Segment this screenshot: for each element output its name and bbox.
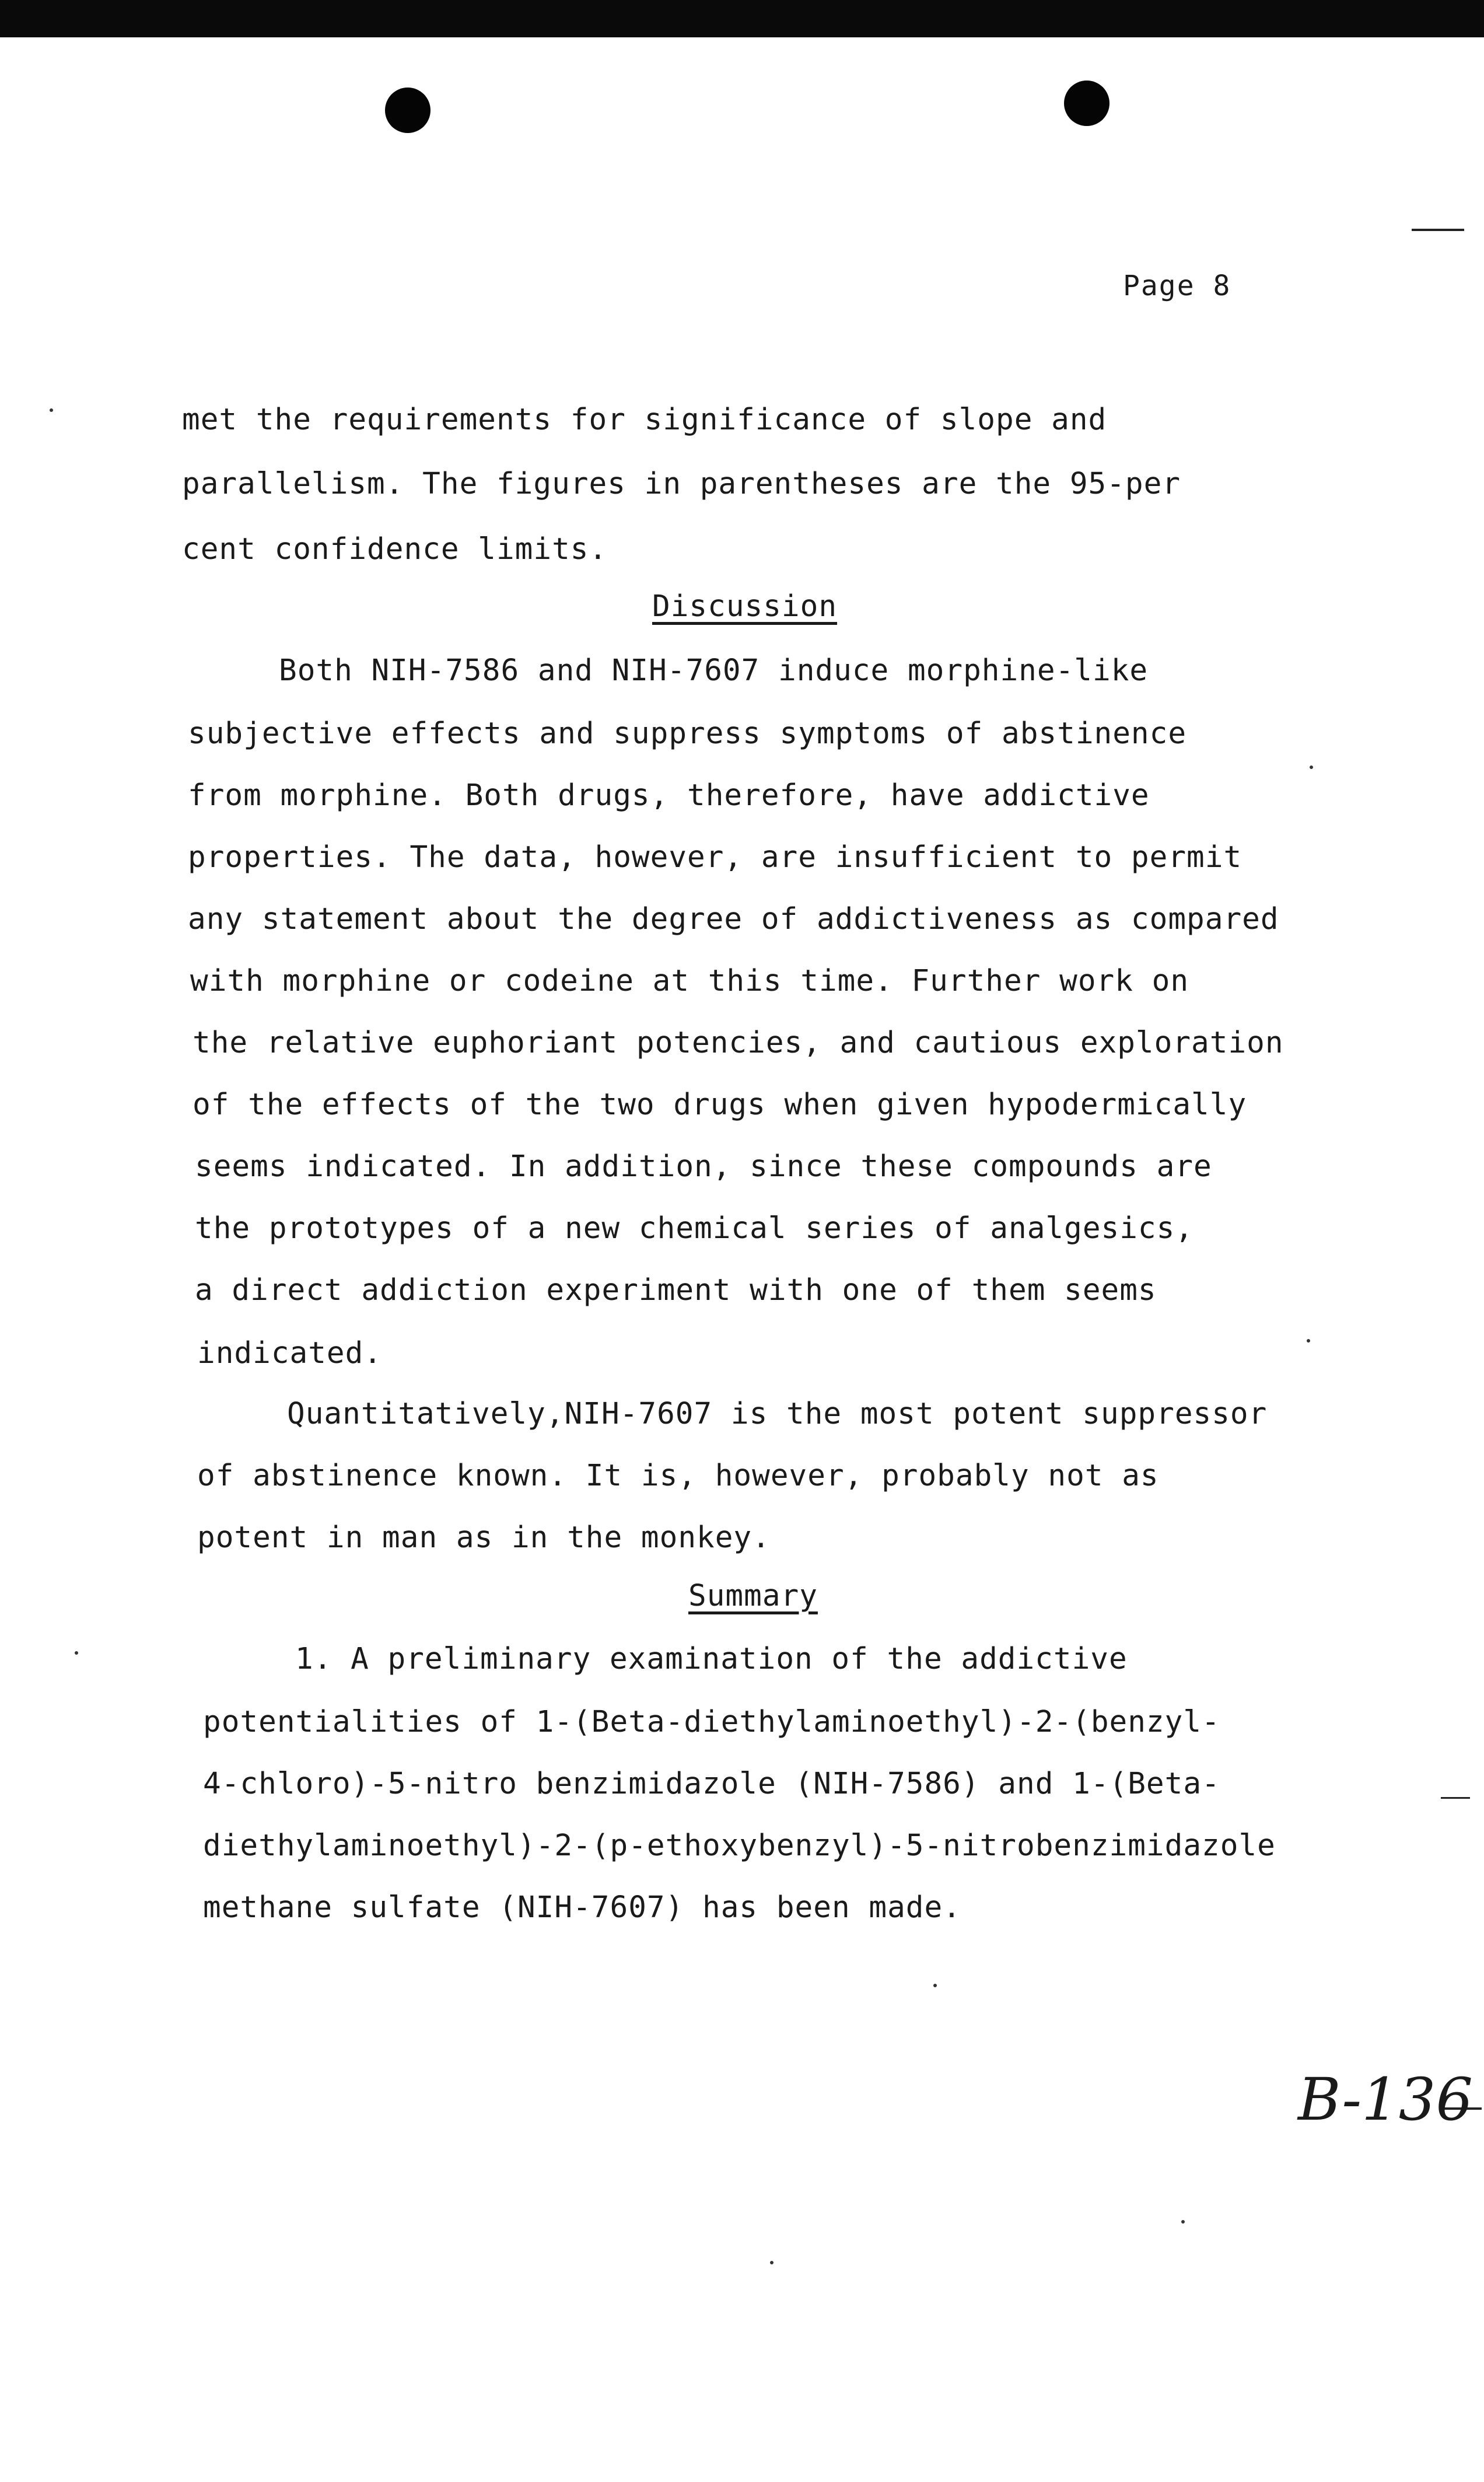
scan-speck — [1307, 1339, 1310, 1343]
scan-speck — [1310, 765, 1313, 769]
punch-hole-left — [385, 88, 430, 133]
scan-speck — [933, 1984, 937, 1987]
page-number: Page 8 — [1123, 270, 1231, 302]
discussion-line-9: seems indicated. In addition, since these compounds are — [195, 1149, 1212, 1184]
summary-heading: Summary — [688, 1579, 818, 1613]
intro-line-1: met the requirements for significance of slope and — [182, 403, 1107, 437]
edge-mark-top — [1412, 229, 1464, 231]
discussion-line-7: the relative euphoriant potencies, and cautious exploration — [192, 1026, 1284, 1060]
discussion-line-3: from morphine. Both drugs, therefore, have addictive — [188, 778, 1150, 813]
discussion-line-6: with morphine or codeine at this time. Further work on — [190, 964, 1189, 998]
discussion-line-11: a direct addiction experiment with one of them seems — [195, 1273, 1157, 1308]
intro-line-3: cent confidence limits. — [182, 532, 608, 567]
discussion-line-4: properties. The data, however, are insufficient to permit — [188, 840, 1242, 875]
discussion-line-15: potent in man as in the monkey. — [197, 1520, 771, 1555]
summary-line-4: diethylaminoethyl)-2-(p-ethoxybenzyl)-5-nitrobenzimidazole — [203, 1829, 1276, 1863]
summary-line-5: methane sulfate (NIH-7607) has been made. — [203, 1890, 961, 1925]
discussion-line-1: Both NIH-7586 and NIH-7607 induce morphine-like — [279, 653, 1149, 688]
scan-speck — [1181, 2220, 1185, 2224]
edge-mark-mid — [1441, 1797, 1470, 1799]
punch-hole-right — [1064, 81, 1110, 126]
summary-line-1: 1. A preliminary examination of the addictive — [295, 1642, 1128, 1676]
scan-speck — [770, 2261, 774, 2264]
discussion-line-5: any statement about the degree of addictiveness as compared — [188, 902, 1279, 936]
handwritten-document-code: B-136 — [1298, 2065, 1473, 2134]
discussion-line-8: of the effects of the two drugs when given hypodermically — [192, 1088, 1247, 1122]
scan-speck — [50, 408, 53, 412]
intro-line-2: parallelism. The figures in parentheses are the 95-per — [182, 467, 1181, 501]
discussion-line-2: subjective effects and suppress symptoms of abstinence — [188, 716, 1187, 751]
summary-line-2: potentialities of 1-(Beta-diethylaminoethyl)-2-(benzyl- — [203, 1705, 1220, 1739]
scan-speck — [75, 1651, 78, 1655]
discussion-line-14: of abstinence known. It is, however, probably not as — [197, 1459, 1159, 1493]
summary-line-3: 4-chloro)-5-nitro benzimidazole (NIH-7586) and 1-(Beta- — [203, 1767, 1220, 1801]
discussion-heading: Discussion — [652, 589, 838, 624]
discussion-line-10: the prototypes of a new chemical series of analgesics, — [195, 1211, 1194, 1246]
discussion-line-13: Quantitatively,NIH-7607 is the most potent suppressor — [287, 1397, 1268, 1431]
scan-top-border — [0, 0, 1484, 37]
discussion-line-12: indicated. — [197, 1336, 383, 1371]
